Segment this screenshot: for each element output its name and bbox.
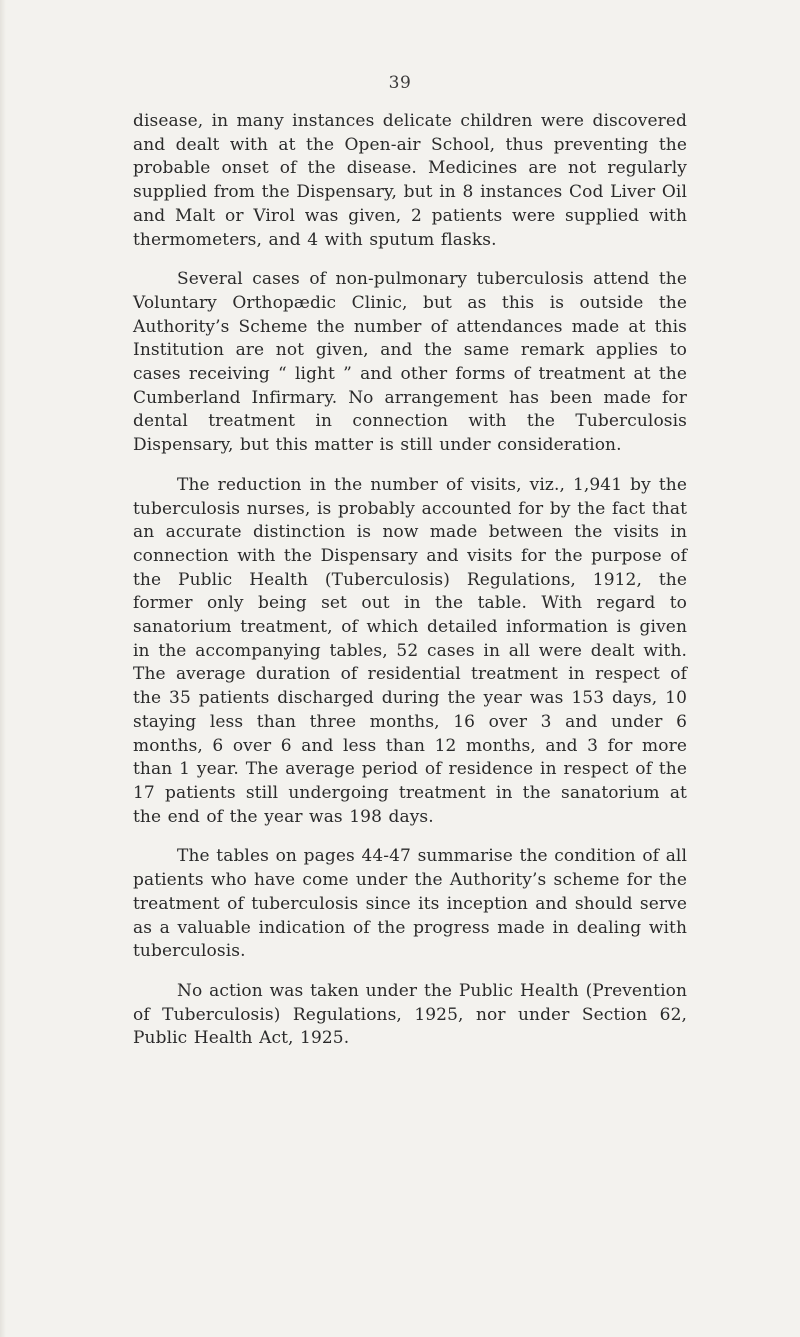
paragraph-non-pulmonary-tuberculosis: Several cases of non-pulmonary tuberculosis attend the Voluntary Orthopædic Clinic, but as this is outside the Authority’s Scheme the number of attendances made at this Institution are not given, and the same remark applies to cases receiving “ light ” and other forms of treatment at the Cumberland Infirmary. No arrangement has been made for dental treatment in connection with the Tuberculosis Dispensary, but this matter is still under consideration. — [133, 269, 687, 456]
page-number: 39 — [388, 73, 412, 93]
paragraph-tables-summary: The tables on pages 44-47 summarise the condition of all patients who have come under the Authority’s scheme for the treatment of tuberculosis since its inception and should serve as a valuable indication of the progress made in dealing with tuberculosis. — [133, 846, 687, 962]
paragraph-continuation: disease, in many instances delicate children were discovered and dealt with at the Open-air School, thus preventing the probable onset of the disease. Medicines are not regularly supplied from the Dispensary, but in 8 instances Cod Liver Oil and Malt or Virol was given, 2 patients were supplied with thermometers, and 4 with sputum flasks. — [133, 111, 687, 250]
scan-edge-shadow — [0, 0, 6, 1337]
paragraph-visits-and-sanatorium: The reduction in the number of visits, viz., 1,941 by the tuberculosis nurses, is probably accounted for by the fact that an accurate distinction is now made between the visits in connection with the Dispensary and visits for the purpose of the Public Health (Tuberculosis) Regulations, 1912, the former only being set out in the table. With regard to sanatorium treatment, of which detailed information is given in the accompanying tables, 52 cases in all were dealt with. The average duration of residential treatment in respect of the 35 patients discharged during the year was 153 days, 10 staying less than three months, 16 over 3 and under 6 months, 6 over 6 and less than 12 months, and 3 for more than 1 year. The average period of residence in respect of the 17 patients still undergoing treatment in the sanatorium at the end of the year was 198 days. — [133, 474, 687, 827]
body-text — [133, 110, 687, 1051]
paragraph-regulations: No action was taken under the Public Health (Prevention of Tuberculosis) Regulations, 1925, nor under Section 62, Public Health Act, 1925. — [133, 980, 687, 1049]
